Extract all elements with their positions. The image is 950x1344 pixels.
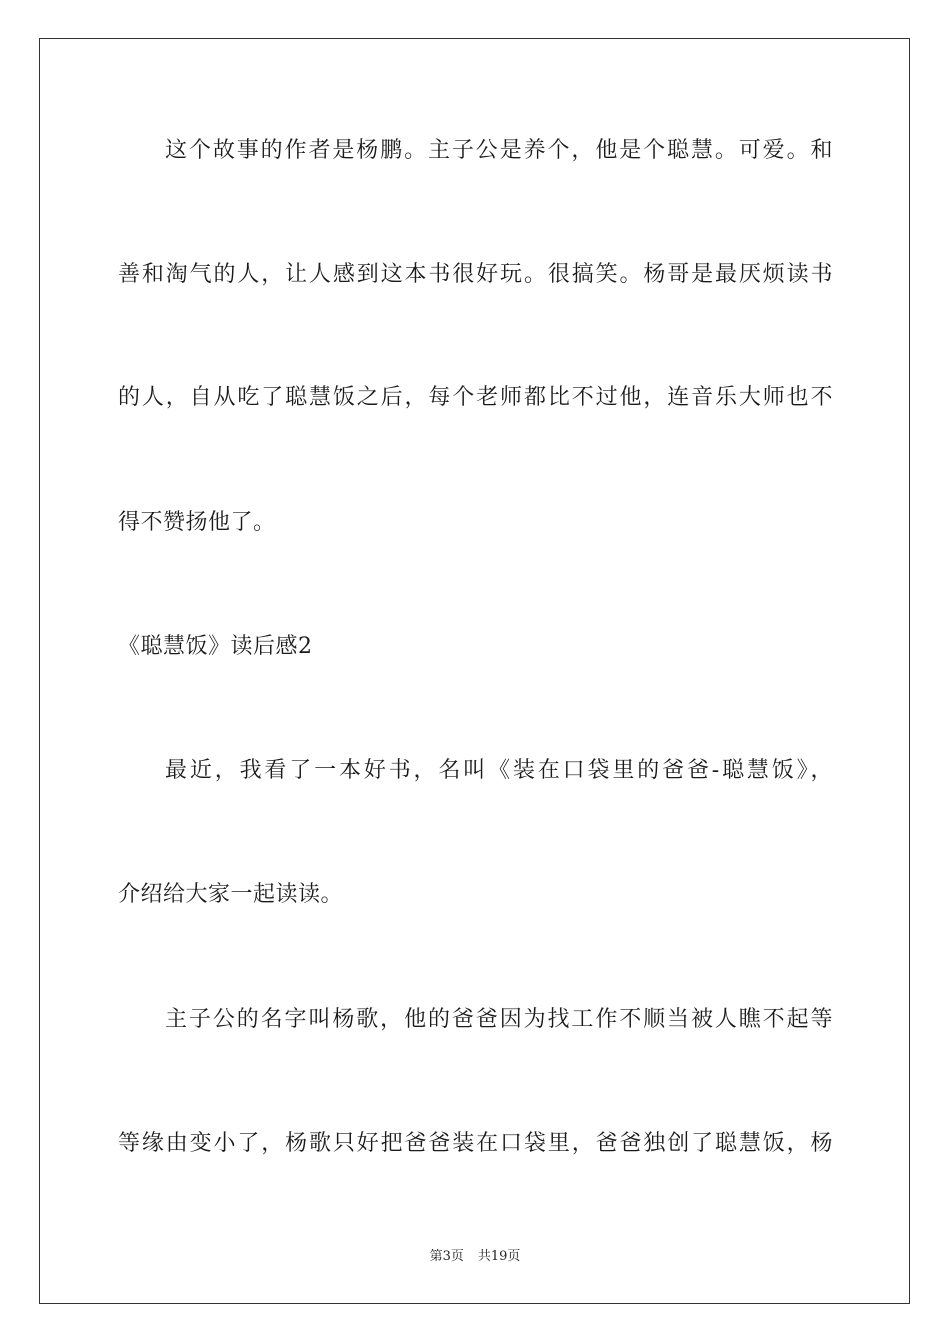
section-heading: 《聪慧饭》读后感2 xyxy=(118,634,313,659)
paragraph-line: 最近，我看了一本好书，名叫《装在口袋里的爸爸-聪慧饭》， xyxy=(165,758,833,783)
page-total: 共19页 xyxy=(477,1249,521,1264)
paragraph-line: 等缘由变小了，杨歌只好把爸爸装在口袋里，爸爸独创了聪慧饭，杨 xyxy=(118,1131,833,1156)
page-border xyxy=(39,38,910,1304)
paragraph-line: 得不赞扬他了。 xyxy=(118,510,276,535)
paragraph-line: 善和淘气的人，让人感到这本书很好玩。很搞笑。杨哥是最厌烦读书 xyxy=(118,262,833,287)
paragraph-line: 主子公的名字叫杨歌，他的爸爸因为找工作不顺当被人瞧不起等 xyxy=(165,1007,833,1032)
paragraph-line: 介绍给大家一起读读。 xyxy=(118,882,344,907)
paragraph-line: 这个故事的作者是杨鹏。主子公是养个，他是个聪慧。可爱。和 xyxy=(165,138,833,163)
page-footer xyxy=(0,1248,950,1266)
paragraph-line: 的人，自从吃了聪慧饭之后，每个老师都比不过他，连音乐大师也不 xyxy=(118,385,833,410)
page-number: 第3页 xyxy=(429,1249,464,1264)
